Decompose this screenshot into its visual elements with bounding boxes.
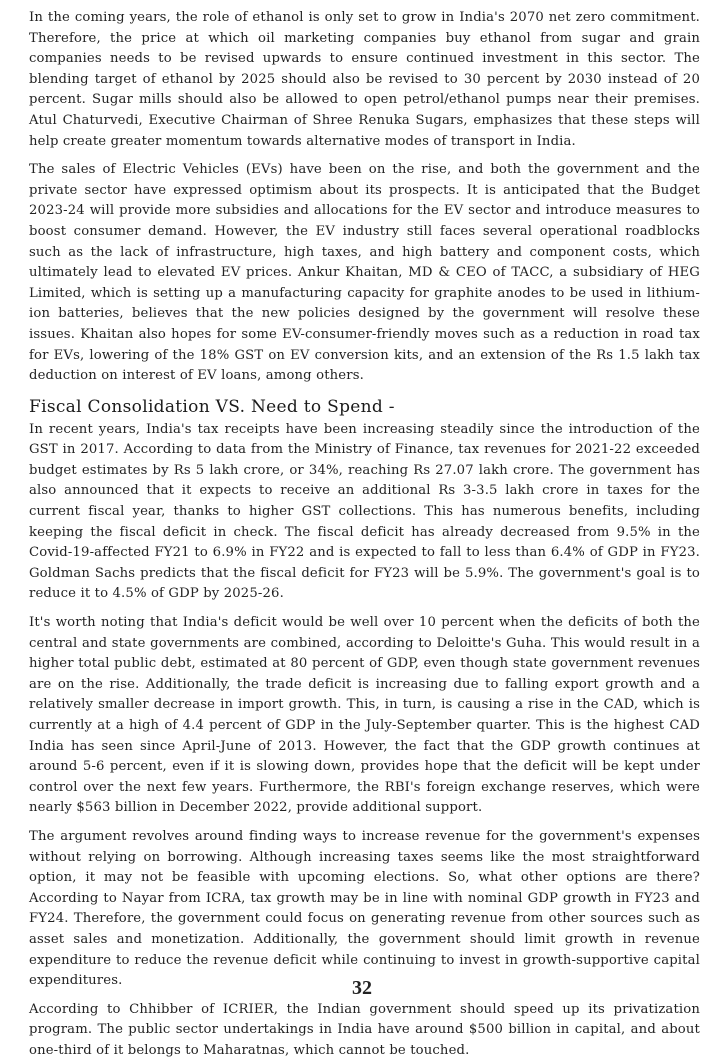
paragraph-electric-vehicles: The sales of Electric Vehicles (EVs) have been on the rise, and both the government and the private sector have expressed optimism about its prospects. It is anticipated that the Budget 2023-24 will provide more subsidies and allocations for the EV sector and introduce measures to boost consumer demand. However, the EV industry still faces several operational roadblocks such as the lack of infrastructure, high taxes, and high battery and component costs, which ultimately lead to elevated EV prices. Ankur Khaitan, MD & CEO of TACC, a subsidiary of HEG Limited, which is setting up a manufacturing capacity for graphite anodes to be used in lithium-ion batteries, believes that the new policies designed by the government will resolve these issues. Khaitan also hopes for some EV-consumer-friendly moves such as a reduction in road tax for EVs, lowering of the 18% GST on EV conversion kits, and an extension of the Rs 1.5 lakh tax deduction on interest of EV loans, among others. xyxy=(29,162,700,384)
paragraph-deficit: It's worth noting that India's deficit would be well over 10 percent when the deficits of both the central and state governments are combined, according to Deloitte's Guha. This would result in a higher total public debt, estimated at 80 percent of GDP, even though state government revenues are on the rise. Additionally, the trade deficit is increasing due to falling export growth and a relatively smaller decrease in import growth. This, in turn, is causing a rise in the CAD, which is currently at a high of 4.4 percent of GDP in the July-September quarter. This is the highest CAD India has seen since April-June of 2013. However, the fact that the GDP growth continues at around 5-6 percent, even if it is slowing down, provides hope that the deficit will be kept under control over the next few years. Furthermore, the RBI's foreign exchange reserves, which were nearly $563 billion in December 2022, provide additional support. xyxy=(29,615,700,816)
paragraph-revenue-argument: The argument revolves around finding ways to increase revenue for the government's expenses without relying on borrowing. Although increasing taxes seems like the most straightforward option, it may not be feasible with upcoming elections. So, what other options are there? According to Nayar from ICRA, tax growth may be in line with nominal GDP growth in FY23 and FY24. Therefore, the government could focus on generating revenue from other sources such as asset sales and monetization. Additionally, the government should limit growth in revenue expenditure to reduce the revenue deficit while continuing to invest in growth-supportive capital expenditures. xyxy=(29,828,700,989)
section-heading: Fiscal Consolidation VS. Need to Spend - xyxy=(29,396,395,417)
page-number: 32 xyxy=(352,977,372,999)
paragraph-tax-receipts: In recent years, India's tax receipts have been increasing steadily since the introduction of the GST in 2017. According to data from the Ministry of Finance, tax revenues for 2021-22 exceeded budget estimates by Rs 5 lakh crore, or 34%, reaching Rs 27.07 lakh crore. The government has also announced that it expects to receive an additional Rs 3-3.5 lakh crore in taxes for the current fiscal year, thanks to higher GST collections. This has numerous benefits, including keeping the fiscal deficit in check. The fiscal deficit has already decreased from 9.5% in the Covid-19-affected FY21 to 6.9% in FY22 and is expected to fall to less than 6.4% of GDP in FY23. Goldman Sachs predicts that the fiscal deficit for FY23 will be 5.9%. The government's goal is to reduce it to 4.5% of GDP by 2025-26. xyxy=(29,421,700,602)
paragraph-ethanol: In the coming years, the role of ethanol is only set to grow in India's 2070 net zero commitment. Therefore, the price at which oil marketing companies buy ethanol from sugar and grain companies needs to be revised upwards to ensure continued investment in this sector. The blending target of ethanol by 2025 should also be revised to 30 percent by 2030 instead of 20 percent. Sugar mills should also be allowed to open petrol/ethanol pumps near their premises. Atul Chaturvedi, Executive Chairman of Shree Renuka Sugars, emphasizes that these steps will help create greater momentum towards alternative modes of transport in India. xyxy=(29,10,700,149)
paragraph-privatization: According to Chhibber of ICRIER, the Indian government should speed up its privatization program. The public sector undertakings in India have around $500 billion in capital, and about one-third of it belongs to Maharatnas, which cannot be touched. xyxy=(29,1001,700,1058)
